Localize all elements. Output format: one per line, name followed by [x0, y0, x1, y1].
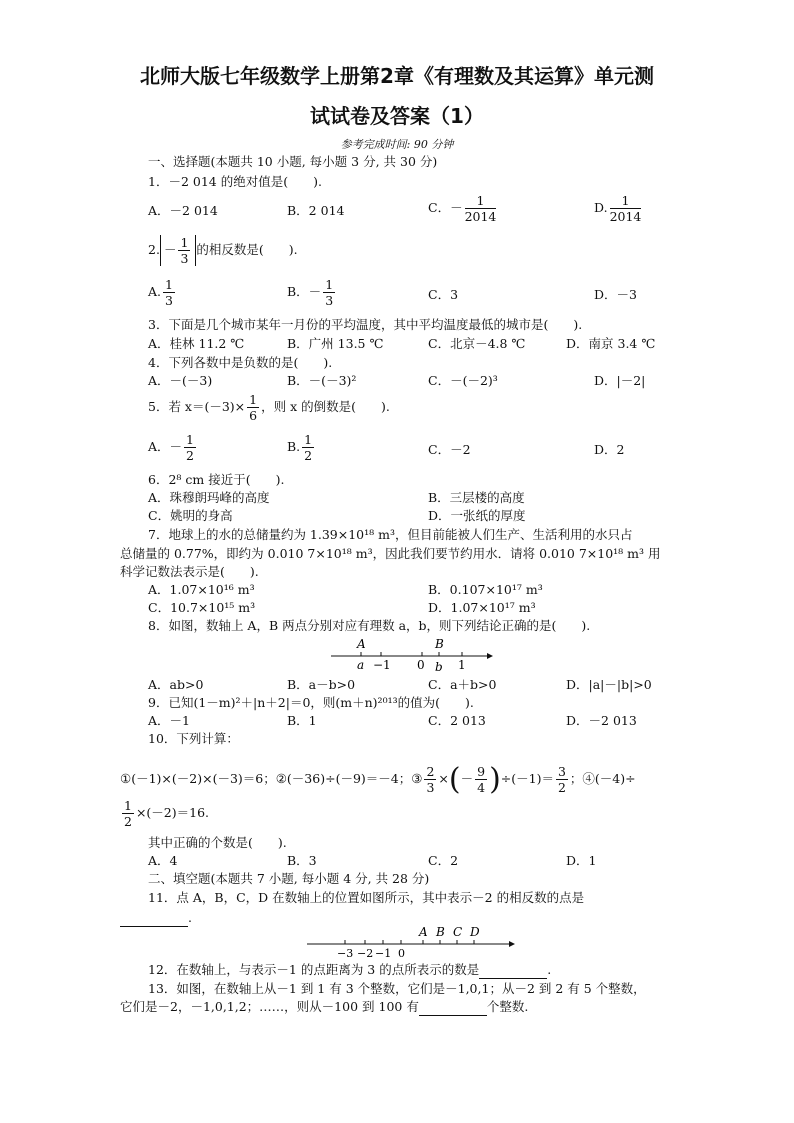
- q5-option-b-label: B.: [287, 439, 301, 454]
- q1-option-d-fraction: [610, 193, 642, 224]
- q2-option-a-fraction: [163, 277, 175, 308]
- q2-option-c: C．3: [428, 287, 459, 302]
- q12-text-pre: 12．在数轴上，与表示－1 的点距离为 3 的点所表示的数是: [148, 962, 480, 977]
- q7-option-d: D．1.07×10¹⁷ m³: [428, 600, 536, 615]
- q13-text-pre: 它们是－2，－1,0,1,2；……，则从－100 到 100 有: [120, 999, 419, 1014]
- denominator: 2014: [609, 209, 642, 224]
- numerator: 1: [165, 277, 173, 292]
- denominator: 2: [557, 780, 566, 795]
- q4-option-b: B．－(－3)²: [287, 373, 357, 388]
- q1-option-c-label: C．－: [428, 200, 463, 215]
- numerator: 1: [610, 193, 642, 209]
- q10-right-paren: ): [489, 761, 501, 797]
- q5-option-d: D．2: [594, 442, 625, 457]
- tick-label-minus3: −3: [337, 947, 354, 960]
- q10-stem: 10．下列计算：: [148, 731, 239, 746]
- numerator: 1: [304, 432, 313, 447]
- q6-option-b: B．三层楼的高度: [428, 490, 525, 505]
- q2-option-b-label: B．－: [287, 284, 322, 299]
- numerator: 1: [465, 193, 497, 209]
- axis-arrow: [487, 653, 493, 659]
- denominator: 2: [124, 814, 132, 829]
- q13-line2: [120, 999, 528, 1016]
- q2-option-b: [287, 277, 337, 308]
- q11-period: .: [188, 910, 192, 925]
- q10-fraction-1-2: [122, 798, 134, 829]
- value-b-label: b: [435, 660, 443, 674]
- q8-option-a: A．ab>0: [148, 677, 204, 692]
- q10-left-paren: (: [448, 761, 461, 797]
- q12-period: .: [547, 962, 552, 977]
- q5-stem: [148, 392, 390, 423]
- denominator: 2: [304, 448, 313, 463]
- q2-option-a-label: A.: [148, 284, 162, 299]
- q5-text-post: ，则 x 的倒数是( ).: [261, 399, 390, 414]
- q2-text: 的相反数是( ).: [196, 242, 298, 257]
- q10-option-d: D．1: [566, 853, 597, 868]
- q7-option-c: C．10.7×10¹⁵ m³: [148, 600, 256, 615]
- q3-option-b: B．广州 13.5 ℃: [287, 336, 384, 351]
- numerator: 9: [477, 764, 486, 779]
- q2-number: 2.: [148, 242, 160, 257]
- q11-line1: 11．点 A，B，C，D 在数轴上的位置如图所示，其中表示－2 的相反数的点是: [148, 890, 585, 905]
- q5-option-a: [148, 432, 198, 463]
- q4-option-c: C．－(－2)³: [428, 373, 498, 388]
- point-b-label: B: [435, 637, 444, 651]
- q7-line2: 总储量的 0.77%，即约为 0.010 7×10¹⁸ m³，因此我们要节约用水．请将 0.010 7×10¹⁸ m³ 用: [120, 546, 661, 561]
- q6-option-d: D．一张纸的厚度: [428, 508, 526, 523]
- q7-option-a: A．1.07×10¹⁶ m³: [148, 582, 255, 597]
- q5-text-pre: 5．若 x＝(－3)×: [148, 399, 246, 414]
- q5-option-b: [287, 432, 316, 463]
- tick-label-zero: 0: [398, 947, 405, 960]
- q8-stem: 8．如图，数轴上 A，B 两点分别对应有理数 a，b，则下列结论正确的是( ).: [148, 618, 591, 633]
- q2-fraction: [178, 235, 190, 266]
- denominator: 6: [249, 408, 258, 423]
- q10-expression-line1: [120, 762, 636, 796]
- q8-number-line: [325, 636, 497, 676]
- q6-option-a: A．珠穆朗玛峰的高度: [148, 490, 270, 505]
- tick-label-one: 1: [458, 658, 466, 672]
- point-d-label: D: [470, 925, 480, 939]
- q8-option-c: C．a＋b>0: [428, 677, 497, 692]
- page-title-line1: 北师大版七年级数学上册第2章《有理数及其运算》单元测: [140, 64, 654, 88]
- q7-line3: 科学记数法表示是( ).: [120, 564, 259, 579]
- numerator: 1: [249, 392, 258, 407]
- tick-label-minus1: −1: [375, 947, 392, 960]
- q1-option-a: A．－2 014: [148, 203, 218, 218]
- denominator: 2014: [464, 209, 497, 224]
- q4-stem: 4．下列各数中是负数的是( ).: [148, 355, 333, 370]
- numerator: 1: [180, 235, 189, 250]
- q6-stem: 6．2⁸ cm 接近于( ).: [148, 472, 285, 487]
- q10-option-a: A．4: [148, 853, 178, 868]
- axis-arrow: [509, 941, 515, 947]
- denominator: 2: [186, 448, 194, 463]
- q10-fraction-2-3: [424, 764, 436, 795]
- q9-option-d: D．－2 013: [566, 713, 637, 728]
- q10-ask: 其中正确的个数是( ).: [148, 835, 287, 850]
- q7-option-b: B．0.107×10¹⁷ m³: [428, 582, 543, 597]
- q12-stem: [148, 962, 551, 979]
- q10-option-c: C．2: [428, 853, 459, 868]
- q3-option-d: D．南京 3.4 ℃: [566, 336, 656, 351]
- time-note: 参考完成时间: 90 分钟: [340, 138, 454, 151]
- q2-option-a: [148, 277, 177, 308]
- numerator: 1: [186, 432, 194, 447]
- numerator: 3: [557, 764, 566, 779]
- q1-stem: 1．－2 014 的绝对值是( ).: [148, 174, 322, 189]
- q6-option-c: C．姚明的身高: [148, 508, 233, 523]
- q10-expr1: ①(－1)×(－2)×(－3)＝6；②(－36)÷(－9)＝－4；③: [120, 771, 423, 786]
- point-a-label: A: [357, 637, 366, 651]
- q8-option-b: B．a－b>0: [287, 677, 356, 692]
- q10-expr4: ×(－2)＝16.: [135, 805, 210, 820]
- q9-option-a: A．－1: [148, 713, 190, 728]
- denominator: 3: [426, 780, 435, 795]
- q11-answer-blank[interactable]: [120, 910, 188, 927]
- page-title-line2: 试试卷及答案（1）: [310, 104, 484, 128]
- tick-label-minus1: −1: [373, 658, 391, 672]
- q9-option-b: B．1: [287, 713, 317, 728]
- q10-option-b: B．3: [287, 853, 317, 868]
- q10-expr3: ；④(－4)÷: [569, 771, 636, 786]
- q5-fraction: [247, 392, 259, 423]
- q10-fraction-9-4: [475, 764, 487, 795]
- q2-stem: [148, 235, 298, 266]
- q11-number-line: [303, 922, 519, 960]
- q1-option-d-label: D.: [594, 200, 608, 215]
- section2-heading: 二、填空题(本题共 7 小题, 每小题 4 分, 共 28 分): [148, 871, 430, 886]
- q13-text-post: 个整数.: [486, 999, 529, 1014]
- tick-label-minus2: −2: [357, 947, 374, 960]
- denominator: 3: [325, 293, 334, 308]
- q9-stem: 9．已知(1－m)²＋|n＋2|＝0，则(m＋n)²⁰¹³的值为( ).: [148, 695, 474, 710]
- q1-option-b: B．2 014: [287, 203, 345, 218]
- numerator: 1: [325, 277, 334, 292]
- numerator: 1: [124, 798, 132, 813]
- q9-option-c: C．2 013: [428, 713, 486, 728]
- denominator: 3: [180, 251, 189, 266]
- denominator: 3: [165, 293, 173, 308]
- section1-heading: 一、选择题(本题共 10 小题, 每小题 3 分, 共 30 分): [148, 154, 438, 169]
- q5-option-c: C．－2: [428, 442, 471, 457]
- q4-option-a: A．－(－3): [148, 373, 213, 388]
- q13-line1: 13．如图，在数轴上从－1 到 1 有 3 个整数，它们是－1,0,1；从－2 到 2 有 5 个整数，: [148, 981, 646, 996]
- q5-option-a-fraction: [184, 432, 196, 463]
- q4-option-d: D．|－2|: [594, 373, 646, 388]
- q11-line2: [120, 910, 192, 927]
- numerator: 2: [426, 764, 435, 779]
- q10-fraction-3-2: [556, 764, 568, 795]
- value-a-label: a: [357, 658, 365, 672]
- q12-answer-blank[interactable]: [479, 962, 547, 979]
- q2-absolute-value: [160, 235, 196, 266]
- q1-option-c: [428, 193, 498, 224]
- point-b-label: B: [436, 925, 445, 939]
- denominator: 4: [477, 780, 486, 795]
- q2-option-d: D．－3: [594, 287, 637, 302]
- q10-expression-line2: [120, 796, 209, 830]
- tick-label-zero: 0: [417, 658, 425, 672]
- q3-option-a: A．桂林 11.2 ℃: [148, 336, 245, 351]
- q3-option-c: C．北京－4.8 ℃: [428, 336, 526, 351]
- q5-option-a-label: A．－: [148, 439, 183, 454]
- q8-option-d: D．|a|－|b|>0: [566, 677, 652, 692]
- q2-minus: －: [163, 242, 177, 257]
- q5-option-b-fraction: [302, 432, 314, 463]
- point-a-label: A: [419, 925, 428, 939]
- q13-answer-blank[interactable]: [419, 999, 487, 1016]
- q10-minus: －: [460, 771, 474, 786]
- q10-expr2: ÷(－1)＝: [500, 771, 554, 786]
- q2-option-b-fraction: [323, 277, 335, 308]
- q10-times: ×: [438, 771, 449, 786]
- q1-option-d: [594, 193, 643, 224]
- point-c-label: C: [453, 925, 463, 939]
- q7-line1: 7．地球上的水的总储量约为 1.39×10¹⁸ m³，但目前能被人们生产、生活利用的水只占: [148, 527, 633, 542]
- q3-stem: 3．下面是几个城市某年一月份的平均温度，其中平均温度最低的城市是( ).: [148, 317, 583, 332]
- q1-option-c-fraction: [465, 193, 497, 224]
